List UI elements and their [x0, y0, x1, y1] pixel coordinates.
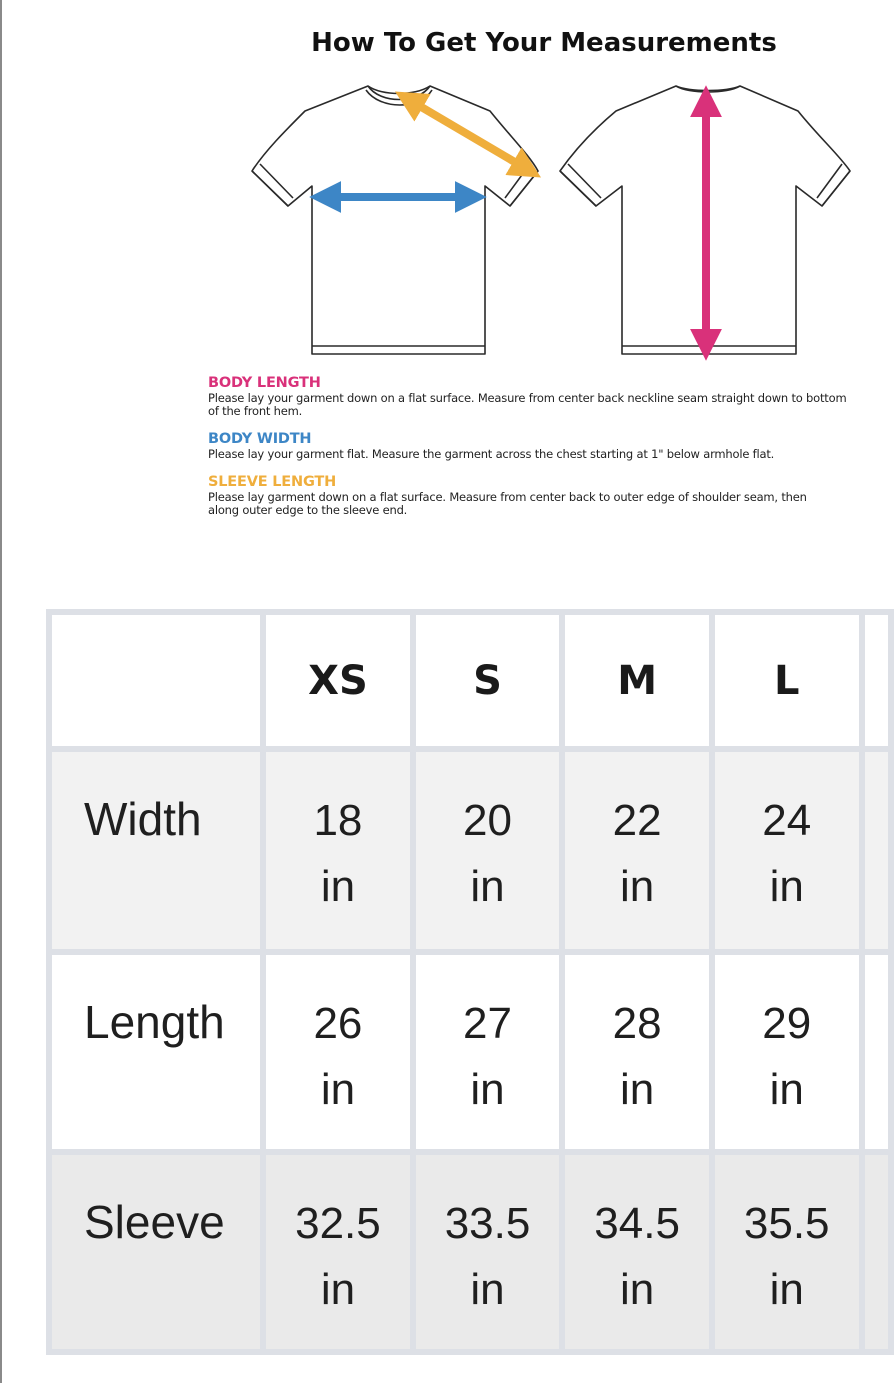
body-width-instruction [208, 430, 894, 461]
size-label: XS [308, 657, 368, 704]
cut-off-column-cell [862, 612, 891, 749]
sleeve-length-instruction [208, 473, 894, 517]
measurement-cell [712, 952, 862, 1152]
measurement-cell [562, 952, 712, 1152]
body-length-instruction [208, 374, 894, 418]
measurement-cell [263, 1152, 413, 1352]
measurement-unit: in [769, 862, 804, 911]
size-label: L [773, 657, 800, 704]
measurement-value: 35.5 [743, 1199, 830, 1248]
measurement-cell [712, 749, 862, 952]
measurement-unit: in [470, 1265, 505, 1314]
body-length-heading: BODY LENGTH [208, 375, 321, 391]
table-row-length [49, 952, 891, 1152]
measurement-value: 20 [463, 796, 512, 845]
measurement-value: 33.5 [444, 1199, 531, 1248]
measurement-cell [413, 952, 563, 1152]
sleeve-length-heading: SLEEVE LENGTH [208, 474, 337, 490]
page-left-border [0, 0, 2, 1383]
measurement-value: 22 [612, 796, 662, 845]
measurement-cell [562, 1152, 712, 1352]
guide-title: How To Get Your Measurements [311, 28, 777, 58]
measurement-value: 34.5 [594, 1199, 680, 1248]
measurement-cell [562, 749, 712, 952]
size-header-cell [263, 612, 413, 749]
size-header-cell [712, 612, 862, 749]
measurement-instructions [208, 374, 894, 529]
size-chart-table [46, 609, 894, 1355]
measurement-unit: in [470, 1065, 505, 1114]
cut-off-column-cell [862, 749, 891, 952]
measurement-cell [263, 749, 413, 952]
measurement-value: 26 [313, 999, 363, 1048]
measurement-unit: in [320, 862, 356, 911]
cut-off-column-cell [862, 1152, 891, 1352]
row-label: Length [49, 952, 263, 1152]
measurement-value: 32.5 [295, 1199, 381, 1248]
measurement-unit: in [620, 1265, 655, 1314]
measurement-cell [263, 952, 413, 1152]
row-label: Width [49, 749, 263, 952]
measurement-value: 18 [313, 796, 363, 845]
measurement-value: 27 [463, 999, 512, 1048]
measurement-unit: in [470, 862, 505, 911]
measurement-unit: in [769, 1065, 804, 1114]
measurement-unit: in [769, 1265, 804, 1314]
sleeve-length-text: Please lay garment down on a flat surface. Measure from center back to outer edge of shoulder seam, then along outer edge to the sleeve end. [208, 490, 807, 517]
body-width-heading: BODY WIDTH [208, 431, 312, 447]
measurement-cell [413, 749, 563, 952]
size-header-row [49, 612, 891, 749]
size-header-cell [562, 612, 712, 749]
size-header-cell [413, 612, 563, 749]
cut-off-column-cell [862, 952, 891, 1152]
table-row-width [49, 749, 891, 952]
row-label: Sleeve [49, 1152, 263, 1352]
measurement-value: 24 [762, 796, 812, 845]
measurement-value: 29 [762, 999, 812, 1048]
measurement-unit: in [620, 1065, 655, 1114]
measurement-unit: in [320, 1265, 356, 1314]
front-tshirt-outline [252, 86, 538, 354]
body-length-text: Please lay your garment down on a flat surface. Measure from center back neckline seam straight down to bottom of the front hem. [208, 391, 847, 418]
measurement-unit: in [320, 1065, 356, 1114]
size-label: S [473, 657, 502, 704]
size-label: M [617, 657, 658, 704]
header-corner-cell [49, 612, 263, 749]
body-width-text: Please lay your garment flat. Measure the garment across the chest starting at 1" below armhole flat. [208, 447, 775, 461]
tshirt-measurement-diagram [240, 76, 860, 366]
measurement-cell [413, 1152, 563, 1352]
measurement-unit: in [620, 862, 655, 911]
table-row-sleeve [49, 1152, 891, 1352]
measurement-cell [712, 1152, 862, 1352]
measurement-value: 28 [612, 999, 662, 1048]
